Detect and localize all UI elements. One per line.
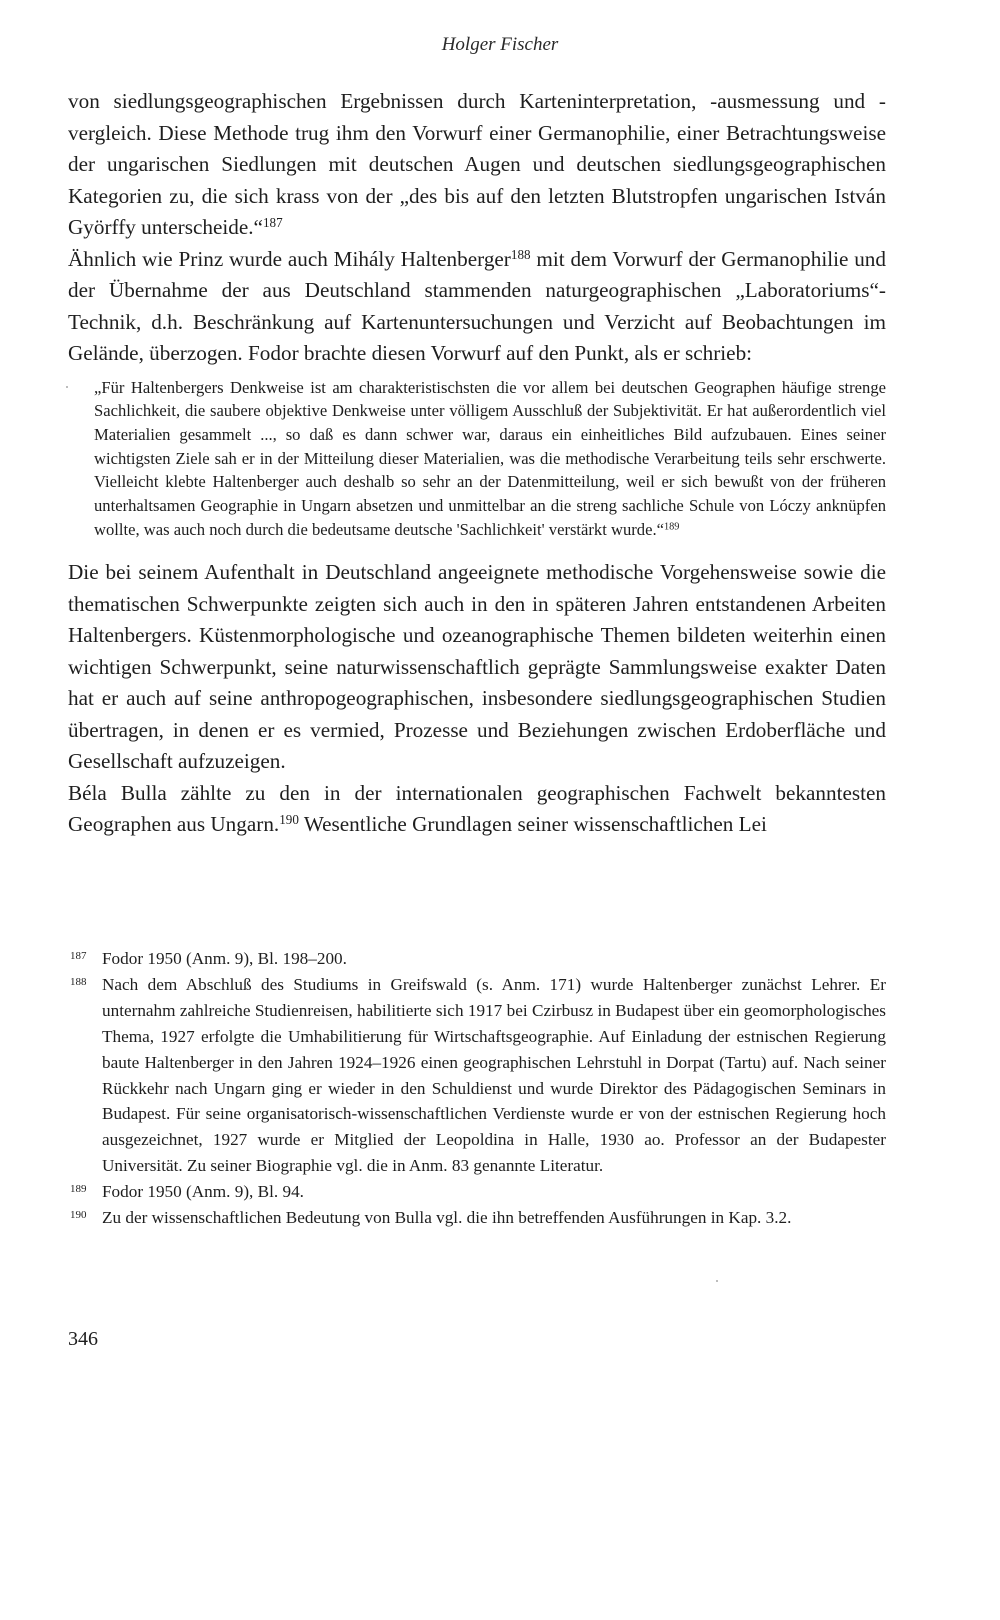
footnote: [68, 972, 886, 1179]
footnote: [68, 946, 886, 972]
paragraph-2-text-a: Ähnlich wie Prinz wurde auch Mihály Haltenberger: [68, 246, 511, 271]
footnote: [68, 1179, 886, 1205]
paragraph-4-text-b: Wesentliche Grundlagen seiner wissenschaftlichen Lei: [298, 812, 767, 837]
footnote-ref-188[interactable]: 188: [510, 246, 531, 262]
paragraph-1: [68, 86, 886, 244]
main-text: [68, 86, 886, 841]
footnote-number: 189: [70, 1183, 87, 1196]
footnote-ref-187[interactable]: 187: [262, 214, 283, 230]
block-quote: [94, 376, 886, 542]
paragraph-4: [68, 778, 886, 841]
paragraph-3: Die bei seinem Aufenthalt in Deutschland angeeignete methodische Vorgehensweise sowie die thematischen Schwerpunkte zeigten sich auch in den in späteren Jahren entstandenen Arbeiten Haltenbergers. Küstenmorphologische und ozeanographische Themen bildeten weiterhin einen wichtigen Schwerpunkt, seine naturwissenschaftlich geprägte Sammlungsweise exakter Daten hat er auch auf seine anthropogeographischen, insbesondere siedlungsgeographischen Studien übertragen, in denen er es vermied, Prozesse und Beziehungen zwischen Erdoberfläche und Gesellschaft aufzuzeigen.: [68, 560, 886, 774]
footnotes: [68, 946, 886, 1231]
page-number: 346: [68, 1328, 98, 1350]
footnote-text: Fodor 1950 (Anm. 9), Bl. 198–200.: [102, 949, 347, 968]
footnote-number: 190: [70, 1209, 87, 1222]
paragraph-4-text-a: Béla Bulla zählte zu den in der internationalen geographischen Fachwelt bekanntesten Geographen aus Ungarn.: [68, 780, 886, 837]
scan-speck: [66, 386, 68, 388]
footnote-text: Zu der wissenschaftlichen Bedeutung von Bulla vgl. die ihn betreffenden Ausführungen in Kap. 3.2.: [102, 1208, 792, 1228]
footnote-number: 188: [70, 975, 87, 988]
running-head: Holger Fischer: [441, 34, 559, 55]
paragraph-1-text: von siedlungsgeographischen Ergebnissen durch Karteninterpretation, -ausmessung und -vergleich. Diese Methode trug ihm den Vorwurf einer Germanophilie, einer Betrachtungsweise der ungarischen Siedlungen mit deutschen Augen und deutschen siedlungsgeographischen Kategorien zu, die sich krass von der „des bis auf den letzten Blutstropfen ungarischen István Györffy unterscheide.“: [68, 89, 886, 239]
footnote-text: Nach dem Abschluß des Studiums in Greifswald (s. Anm. 171) wurde Haltenberger zunächst Lehrer. Er unternahm zahlreiche Studienreisen, habilitierte sich 1917 bei Czirbusz in Budapest über ein geomorphologisches Thema, 1927 erfolgte die Umhabilitierung für Wirtschaftsgeographie. Auf Einladung der estnischen Regierung baute Haltenberger in den Jahren 1924–1926 einen geographischen Lehrstuhl in Dorpat (Tartu) auf. Nach seiner Rückkehr nach Ungarn ging er wieder in den Schuldienst und wurde Direktor des Pädagogischen Seminars in Budapest. Für seine organisatorisch-wissenschaftlichen Verdienste wurde er von der estnischen Regierung hoch ausgezeichnet, 1927 wurde er Mitglied der Leopoldina in Halle, 1930 ao. Professor an der Budapester Universität. Zu seiner Biographie vgl. die in Anm. 83 genannte Literatur.: [102, 974, 886, 1176]
footnote-ref-190[interactable]: 190: [279, 812, 299, 828]
footnote: [68, 1205, 886, 1231]
footnote-text: Fodor 1950 (Anm. 9), Bl. 94.: [102, 1182, 304, 1202]
scan-speck: [716, 1280, 718, 1282]
footnote-number: 187: [70, 950, 87, 962]
footnote-ref-189[interactable]: 189: [663, 521, 680, 533]
block-quote-text: „Für Haltenbergers Denkweise ist am charakteristischsten die vor allem bei deutschen Geographen häufige strenge Sachlichkeit, die saubere objektive Denkweise unter völligem Ausschluß der Subjektivität. Er hat außerordentlich viel Materialien gesammelt ..., so daß es dann schwer war, daraus ein einheitliches Bild aufzubauen. Eines seiner wichtigsten Ziele sah er in der Mitteilung dieser Materialien, was die methodische Verarbeitung teils sehr erschwerte. Vielleicht klebte Haltenberger auch deshalb so sehr an der Datenmitteilung, weil er sich bewußt von der früheren unterhaltsamen Geographie in Ungarn absetzen und unmittelbar an die streng sachliche Schule von Lóczy anknüpfen wollte, was auch noch durch die bedeutsame deutsche 'Sachlichkeit' verstärkt wurde.“: [94, 377, 886, 539]
paragraph-2-text-b: mit dem Vorwurf der Germanophilie und der Übernahme der aus Deutschland stammenden naturgeographischen „Laboratoriums“-Technik, d.h. Beschränkung auf Kartenuntersuchungen und Verzicht auf Beobachtungen im Gelände, überzogen. Fodor brachte diesen Vorwurf auf den Punkt, als er schrieb:: [68, 246, 886, 365]
paragraph-2: [68, 244, 886, 370]
